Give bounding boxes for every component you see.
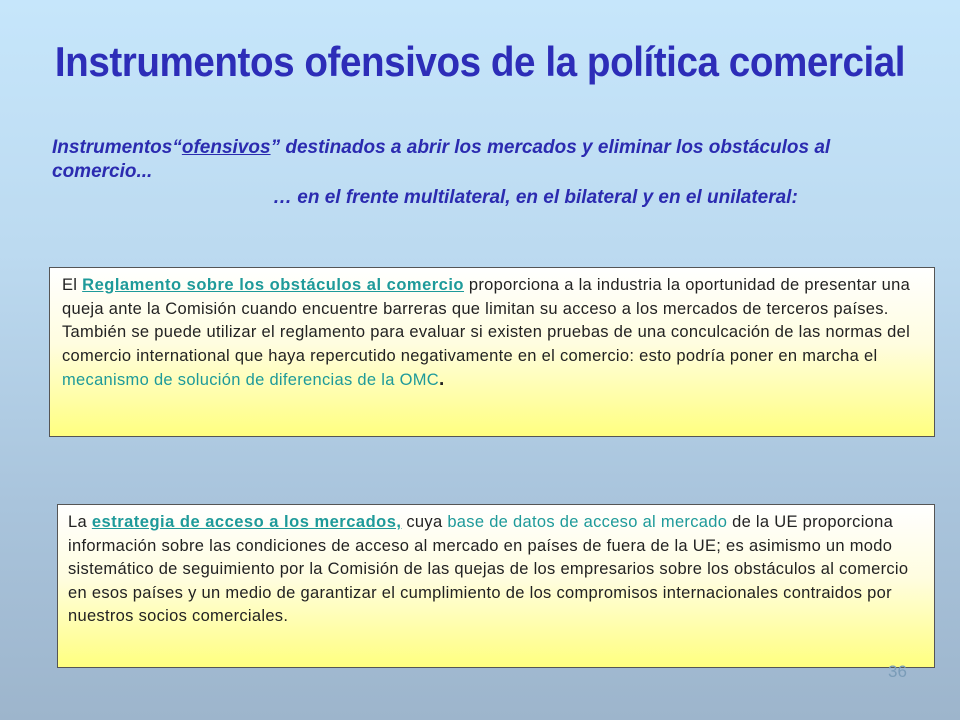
rbc-regulation-link[interactable]: Reglamento sobre los obstáculos al comercio xyxy=(82,276,465,294)
slide-title: Instrumentos ofensivos de la política comercial xyxy=(54,38,906,85)
market-access-strategy-link[interactable]: estrategia de acceso a los mercados, xyxy=(91,513,402,531)
box1-period: . xyxy=(438,369,445,390)
box2-text-start: La xyxy=(68,513,92,531)
box2-text-mid: cuya xyxy=(401,513,448,531)
market-access-database-link[interactable]: base de datos de acceso al mercado xyxy=(447,513,728,531)
page-number: 36 xyxy=(888,662,907,681)
box1-text-start: El xyxy=(62,276,83,294)
market-access-info-box xyxy=(57,504,935,668)
box1-text-body: proporciona a la industria la oportunidad de presentar una queja ante la Comisión cuando encuentre barreras que limitan su acceso a los mercados de terceros países. También se puede utilizar el reglamento para evaluar si existen pruebas de una conculcación de las normas del comercio international que haya repercutido negativamente en el comercio: esto podría poner en marcha el xyxy=(62,276,911,365)
intro-emphasis: ofensivos xyxy=(181,137,271,158)
rbc-info-box xyxy=(49,267,935,437)
intro-part2: ” destinados a abrir los mercados y eliminar los obstáculos al comercio... xyxy=(52,137,831,182)
subintro-text: … en el frente multilateral, en el bilateral y en el unilateral: xyxy=(273,187,798,208)
intro-part1: Instrumentos“ xyxy=(52,137,182,158)
box2-text-body: de la UE proporciona información sobre las condiciones de acceso al mercado en países de fuera de la UE; es asimismo un modo sistemático de seguimiento por la Comisión de las quejas de los empresarios sobre los obstáculos al comercio en esos países y un medio de garantizar el cumplimiento de los compromisos internacionales contraidos por nuestros socios comerciales. xyxy=(68,513,909,625)
wto-dispute-mechanism-link[interactable]: mecanismo de solución de diferencias de la OMC xyxy=(62,371,439,389)
intro-text xyxy=(52,136,912,184)
